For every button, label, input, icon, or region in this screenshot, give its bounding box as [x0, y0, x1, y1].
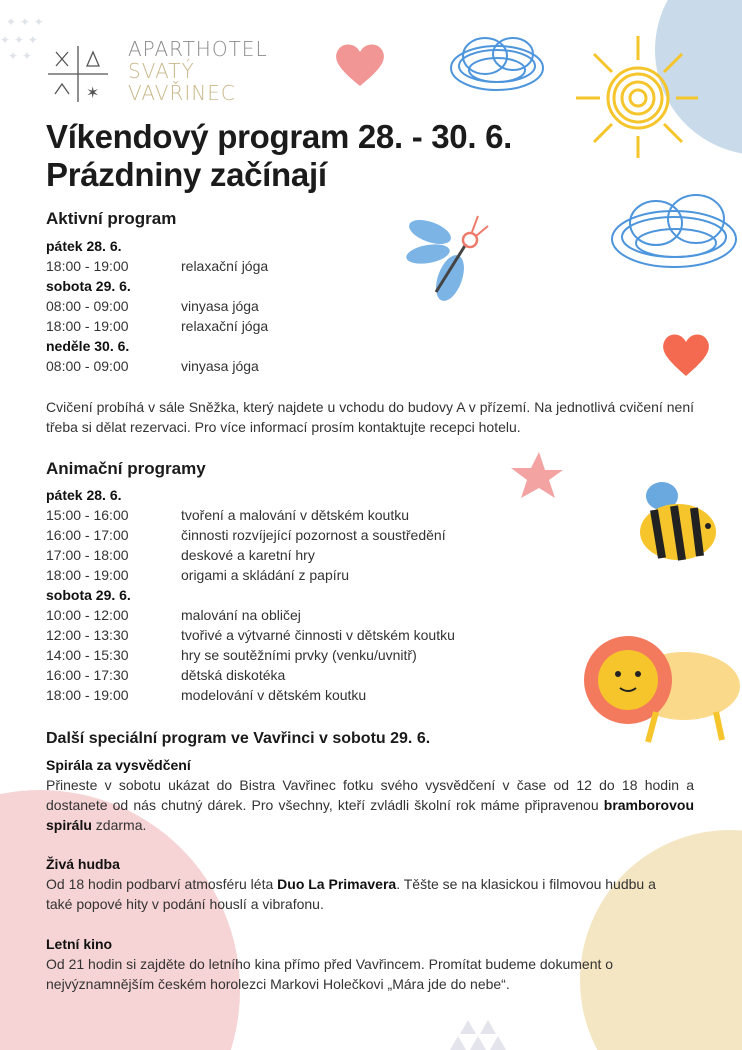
activity: relaxační jóga	[181, 258, 269, 274]
beige-blob	[580, 830, 742, 1050]
time: 17:00 - 18:00	[46, 547, 129, 563]
animation-day-saturday: sobota 29. 6.	[46, 587, 131, 603]
time: 10:00 - 12:00	[46, 607, 129, 623]
animation-day-friday: pátek 28. 6.	[46, 487, 122, 503]
spiral-text-2: zdarma.	[91, 817, 147, 833]
active-day-saturday: sobota 29. 6.	[46, 278, 131, 294]
svg-text:✦ ✦: ✦ ✦	[8, 49, 32, 63]
schedule-row	[46, 605, 301, 625]
schedule-row	[46, 685, 366, 705]
time: 18:00 - 19:00	[46, 318, 129, 334]
activity: deskové a karetní hry	[181, 547, 315, 563]
cinema-title: Letní kino	[46, 936, 113, 952]
spiral-title: Spirála za vysvědčení	[46, 757, 191, 773]
page-title	[46, 118, 512, 194]
animation-program-heading: Animační programy	[46, 459, 206, 478]
schedule-row	[46, 645, 417, 665]
activity: činnosti rozvíjející pozornost a soustředění	[181, 527, 446, 543]
activity: dětská diskotéka	[181, 667, 286, 683]
time: 14:00 - 15:30	[46, 647, 129, 663]
activity: malování na obličej	[181, 607, 301, 623]
logo-line-1: APARTHOTEL	[128, 37, 268, 61]
heart-icon	[660, 330, 712, 378]
time: 12:00 - 13:30	[46, 627, 129, 643]
activity: vinyasa jóga	[181, 358, 259, 374]
activity: relaxační jóga	[181, 318, 269, 334]
schedule-row	[46, 565, 349, 585]
star-dots-decor	[0, 15, 44, 63]
cloud-icon	[606, 183, 742, 275]
schedule-row	[46, 316, 268, 336]
dragonfly-icon	[402, 210, 490, 302]
logo-text	[128, 38, 268, 104]
activity: vinyasa jóga	[181, 298, 259, 314]
activity: tvoření a malování v dětském koutku	[181, 507, 409, 523]
activity: hry se soutěžními prvky (venku/uvnitř)	[181, 647, 417, 663]
activity: origami a skládání z papíru	[181, 567, 350, 583]
triangle-decor	[450, 1020, 506, 1050]
logo-line-2: SVATÝ	[128, 59, 195, 83]
time: 16:00 - 17:30	[46, 667, 129, 683]
sun-icon	[572, 30, 702, 160]
schedule-row	[46, 665, 285, 685]
time: 18:00 - 19:00	[46, 567, 129, 583]
star-icon	[505, 450, 565, 502]
activity: modelování v dětském koutku	[181, 687, 367, 703]
schedule-row	[46, 525, 446, 545]
logo-mark	[46, 44, 110, 104]
cloud-icon	[445, 26, 549, 96]
music-text	[46, 874, 676, 914]
time: 15:00 - 16:00	[46, 507, 129, 523]
title-line-2: Prázdniny začínají	[46, 156, 327, 193]
lion-icon	[576, 616, 742, 744]
special-program-heading: Další speciální program ve Vavřinci v sobotu 29. 6.	[46, 730, 431, 747]
music-text-1: Od 18 hodin podbarví atmosféru léta	[46, 876, 278, 892]
svg-text:✶: ✶	[86, 83, 100, 102]
time: 16:00 - 17:00	[46, 527, 129, 543]
bee-icon	[636, 476, 720, 564]
activity: tvořivé a výtvarné činnosti v dětském koutku	[181, 627, 455, 643]
spiral-text	[46, 775, 694, 835]
time: 18:00 - 19:00	[46, 687, 129, 703]
spiral-bold: bramborovou spirálu	[46, 797, 694, 833]
time: 08:00 - 09:00	[46, 298, 129, 314]
svg-text:✦ ✦ ✦: ✦ ✦ ✦	[0, 33, 38, 47]
time: 08:00 - 09:00	[46, 358, 129, 374]
music-text-2: . Těšte se na klasickou i filmovou hudbu a také popové hity v podání houslí a vibrafonu.	[46, 876, 656, 912]
schedule-row	[46, 356, 259, 376]
schedule-row	[46, 505, 409, 525]
schedule-row	[46, 296, 259, 316]
active-program-note: Cvičení probíhá v sále Sněžka, který najdete u vchodu do budovy A v přízemí. Na jednotlivá cvičení není třeba si dělat rezervaci. Pro více informací prosím kontaktujte recepci hotelu.	[46, 399, 694, 435]
active-day-sunday: neděle 30. 6.	[46, 338, 130, 354]
music-title: Živá hudba	[46, 856, 120, 872]
music-bold: Duo La Primavera	[277, 876, 397, 892]
cinema-text: Od 21 hodin si zajděte do letního kina přímo před Vavřincem. Promítat budeme dokument o nejvýznamnějším českém horolezci Markovi Holečkovi „Mára jde do nebe“.	[46, 956, 614, 992]
title-line-1: Víkendový program 28. - 30. 6.	[46, 118, 513, 155]
active-day-friday: pátek 28. 6.	[46, 238, 122, 254]
svg-text:✦ ✦ ✦: ✦ ✦ ✦	[6, 15, 44, 29]
schedule-row	[46, 256, 268, 276]
schedule-row	[46, 545, 315, 565]
heart-icon	[333, 40, 387, 88]
active-program-heading: Aktivní program	[46, 209, 177, 228]
spiral-text-1: Přineste v sobotu ukázat do Bistra Vavřinec fotku svého vysvědčení v čase od 12 do 18 hodin a dostanete od nás chutný dárek. Pro všechny, kteří zvládli školní rok máme připravenou	[46, 777, 694, 813]
logo-line-3: VAVŘINEC	[128, 81, 236, 105]
time: 18:00 - 19:00	[46, 258, 129, 274]
schedule-row	[46, 625, 455, 645]
